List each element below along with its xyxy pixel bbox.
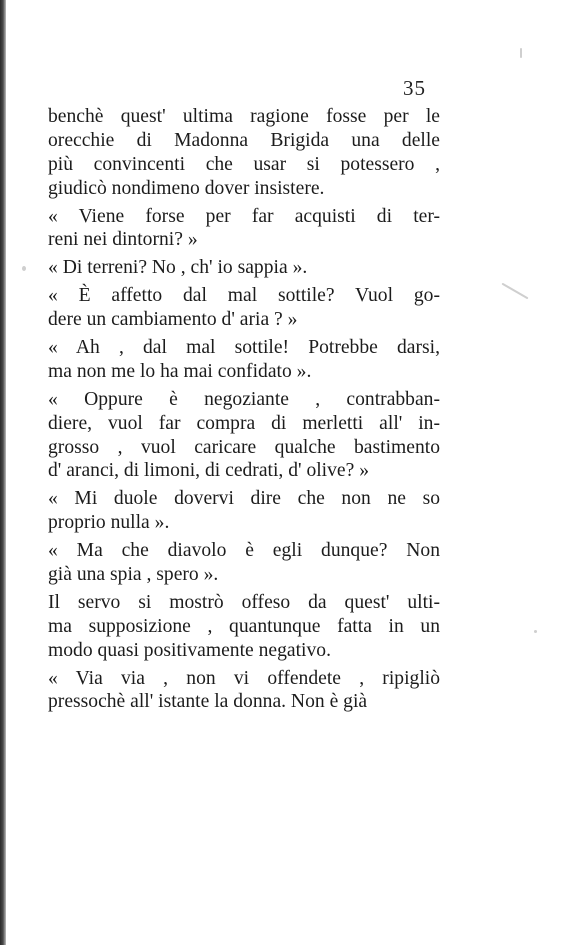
- text-line: dere un cambiamento d' aria ? »: [48, 309, 298, 331]
- paragraph: [48, 539, 440, 587]
- text-line: ma non me lo ha mai confidato ».: [48, 360, 312, 382]
- paragraph: [48, 388, 440, 484]
- scan-speck: [520, 48, 522, 58]
- text-line: « Oppure è negoziante , contrabban-: [48, 388, 440, 410]
- text-line: grosso , vuol caricare qualche bastimento: [48, 436, 440, 458]
- text-line: « Di terreni? No , ch' io sappia ».: [48, 257, 308, 279]
- text-line: « Ah , dal mal sottile! Potrebbe darsi,: [48, 337, 440, 359]
- text-line: « È affetto dal mal sottile? Vuol go-: [48, 285, 440, 307]
- scan-speck: [22, 266, 26, 271]
- page-binding-edge: [0, 0, 6, 945]
- text-line: « Ma che diavolo è egli dunque? Non: [48, 540, 440, 562]
- paragraph: [48, 487, 440, 535]
- text-line: pressochè all' istante la donna. Non è già: [48, 691, 368, 713]
- text-line: orecchie di Madonna Brigida una delle: [48, 129, 440, 151]
- text-line: già una spia , spero ».: [48, 564, 219, 586]
- page-number: 35: [403, 76, 426, 100]
- text-line: Il servo si mostrò offeso da quest' ulti-: [48, 591, 440, 613]
- paragraph: [48, 284, 440, 332]
- paragraph: [48, 591, 440, 663]
- text-line: « Viene forse per far acquisti di ter-: [48, 205, 440, 227]
- paragraph: [48, 667, 440, 715]
- text-line: diere, vuol far compra di merletti all' in-: [48, 412, 440, 434]
- paragraph: [48, 105, 440, 201]
- scan-speck: [534, 630, 537, 633]
- text-line: « Mi duole dovervi dire che non ne so: [48, 488, 440, 510]
- text-line: reni nei dintorni? »: [48, 229, 198, 251]
- text-line: « Via via , non vi offendete , ripigliò: [48, 667, 440, 689]
- text-line: d' aranci, di limoni, di cedrati, d' olive? »: [48, 460, 370, 482]
- scan-speck: [502, 283, 529, 300]
- text-line: giudicò nondimeno dover insistere.: [48, 177, 325, 199]
- paragraph: [48, 256, 440, 280]
- body-text: [48, 105, 440, 714]
- text-line: più convincenti che usar si potessero ,: [48, 153, 440, 175]
- text-line: modo quasi positivamente negativo.: [48, 639, 331, 661]
- paragraph: [48, 205, 440, 253]
- text-line: proprio nulla ».: [48, 512, 170, 534]
- paragraph: [48, 336, 440, 384]
- text-line: ma supposizione , quantunque fatta in un: [48, 615, 440, 637]
- text-line: benchè quest' ultima ragione fosse per le: [48, 106, 440, 127]
